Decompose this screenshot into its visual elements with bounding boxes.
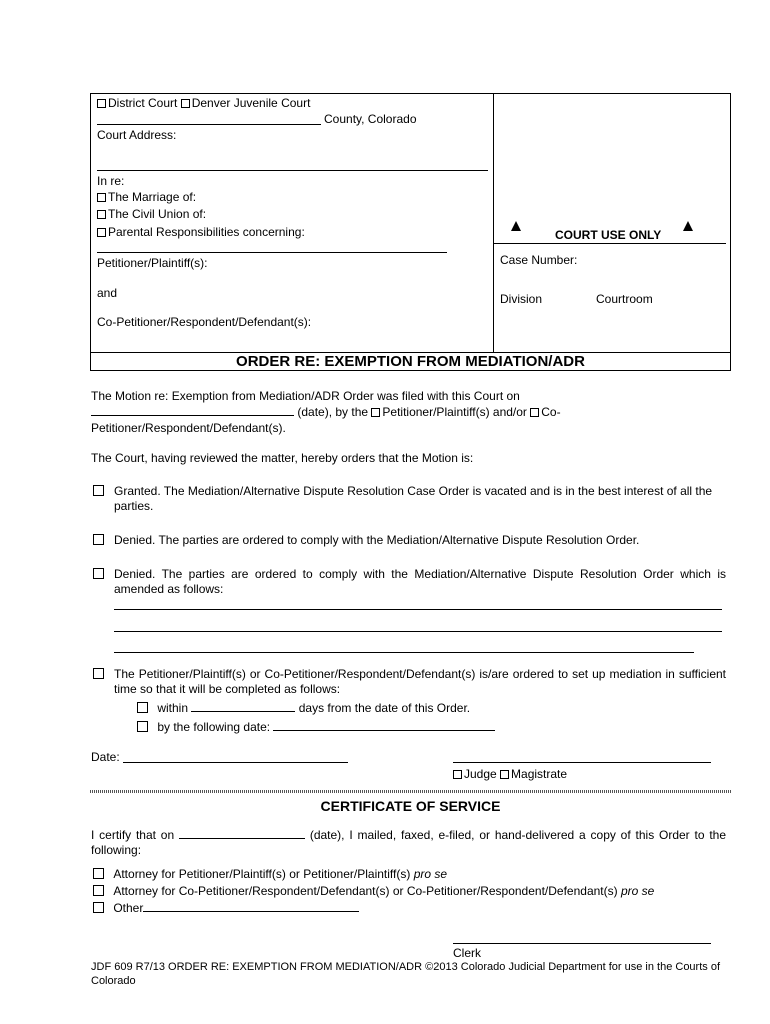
granted-text: Granted. The Mediation/Alternative Dispute Resolution Case Order is vacated and is in the best interest of all the parties.	[114, 484, 713, 513]
civil-union-label: The Civil Union of:	[108, 207, 207, 221]
district-court-label: District Court	[108, 96, 178, 110]
and-label: and	[97, 286, 118, 300]
other-label: Other	[113, 901, 144, 915]
by-date-row	[137, 720, 495, 734]
civil-union-row	[97, 207, 206, 221]
court-type-row	[97, 96, 310, 110]
by-date-checkbox[interactable]	[137, 721, 148, 732]
denied-checkbox[interactable]	[93, 533, 104, 547]
denver-juvenile-label: Denver Juvenile Court	[191, 96, 311, 110]
within-checkbox[interactable]	[137, 702, 148, 713]
within-row	[137, 701, 470, 715]
amended-line-3[interactable]	[114, 652, 694, 653]
section-divider	[90, 790, 731, 793]
certify-date-field[interactable]	[179, 828, 305, 839]
judge-label: Judge	[464, 767, 497, 781]
attorney-co-checkbox[interactable]	[93, 885, 104, 896]
magistrate-checkbox[interactable]	[500, 770, 509, 779]
judge-row	[453, 767, 567, 781]
motion-co-checkbox[interactable]	[530, 408, 539, 417]
courtroom-label: Courtroom	[596, 292, 653, 306]
denver-juvenile-checkbox[interactable]	[181, 99, 190, 108]
by-date-field[interactable]	[273, 720, 495, 731]
case-number-label: Case Number:	[500, 253, 578, 267]
within-days-field[interactable]	[191, 701, 295, 712]
court-use-only-label: COURT USE ONLY	[555, 228, 662, 242]
civil-union-checkbox[interactable]	[97, 210, 106, 219]
denied-text: Denied. The parties are ordered to comply with the Mediation/Alternative Dispute Resolution Order.	[114, 533, 640, 547]
marriage-row	[97, 190, 196, 204]
by-date-label: by the following date:	[157, 720, 271, 734]
certificate-text	[91, 828, 726, 858]
service-row-attorney-co	[93, 884, 654, 898]
other-field[interactable]	[143, 901, 359, 912]
court-orders-text: The Court, having reviewed the matter, hereby orders that the Motion is:	[91, 451, 474, 465]
court-address-label: Court Address:	[97, 128, 177, 142]
judge-checkbox[interactable]	[453, 770, 462, 779]
within-label: within	[157, 701, 189, 715]
motion-line-3: Petitioner/Respondent/Defendant(s).	[91, 421, 286, 435]
petitioner-label: Petitioner/Plaintiff(s):	[97, 256, 208, 270]
parties-field[interactable]	[97, 252, 447, 253]
date-label: Date:	[91, 750, 120, 764]
motion-line-1: The Motion re: Exemption from Mediation/ADR Order was filed with this Court on	[91, 389, 520, 403]
certify-on-label: I certify that on	[91, 828, 175, 842]
parental-row	[97, 225, 305, 239]
amended-line-2[interactable]	[114, 631, 722, 632]
attorney-co-pro-se: pro se	[620, 884, 655, 898]
motion-date-field[interactable]	[91, 405, 294, 416]
service-row-other	[93, 901, 359, 915]
attorney-pet-checkbox[interactable]	[93, 868, 104, 879]
setup-checkbox[interactable]	[93, 667, 104, 681]
clerk-signature-field[interactable]	[453, 943, 711, 944]
in-re-label: In re:	[97, 174, 125, 188]
page-title: ORDER RE: EXEMPTION FROM MEDIATION/ADR	[236, 353, 585, 370]
district-court-checkbox[interactable]	[97, 99, 106, 108]
judge-signature-field[interactable]	[453, 762, 711, 763]
magistrate-label: Magistrate	[511, 767, 568, 781]
motion-petitioner-label: Petitioner/Plaintiff(s) and/or	[382, 405, 527, 419]
service-row-attorney-pet	[93, 867, 447, 881]
denied-amended-checkbox[interactable]	[93, 567, 104, 581]
clerk-label: Clerk	[453, 946, 482, 960]
county-label: County, Colorado	[324, 112, 417, 126]
motion-petitioner-checkbox[interactable]	[371, 408, 380, 417]
other-checkbox[interactable]	[93, 902, 104, 913]
attorney-pet-label: Attorney for Petitioner/Plaintiff(s) or Petitioner/Plaintiff(s)	[113, 867, 411, 881]
setup-text: The Petitioner/Plaintiff(s) or Co-Petitioner/Respondent/Defendant(s) is/are ordered to set up mediation in sufficient time so that it will be completed as follows:	[114, 667, 726, 696]
attorney-co-label: Attorney for Co-Petitioner/Respondent/Defendant(s) or Co-Petitioner/Respondent/Defendant(s)	[113, 884, 618, 898]
denied-amended-text: Denied. The parties are ordered to comply with the Mediation/Alternative Dispute Resolution Order which is amended as follows:	[114, 567, 726, 596]
marriage-checkbox[interactable]	[97, 193, 106, 202]
arrow-up-left-icon	[511, 220, 521, 234]
parental-label: Parental Responsibilities concerning:	[108, 225, 305, 239]
attorney-pet-pro-se: pro se	[413, 867, 448, 881]
certify-rest-label: (date), I mailed, faxed, e-filed, or hand-delivered a copy of this Order to the following:	[91, 828, 727, 857]
division-label: Division	[500, 292, 543, 306]
marriage-label: The Marriage of:	[108, 190, 197, 204]
motion-co-label: Co-	[541, 405, 561, 419]
motion-date-by: (date), by the	[297, 405, 369, 419]
amended-line-1[interactable]	[114, 609, 722, 610]
arrow-up-right-icon	[683, 220, 693, 234]
certificate-title: CERTIFICATE OF SERVICE	[320, 798, 501, 814]
caption-divider	[493, 93, 494, 352]
county-field[interactable]	[97, 124, 321, 125]
date-field[interactable]	[123, 762, 348, 763]
footer-text: JDF 609 R7/13 ORDER RE: EXEMPTION FROM MEDIATION/ADR ©2013 Colorado Judicial Department for use in the Courts of Colorado	[91, 961, 720, 987]
days-from-label: days from the date of this Order.	[298, 701, 471, 715]
parental-checkbox[interactable]	[97, 228, 106, 237]
granted-checkbox[interactable]	[93, 484, 104, 498]
court-use-divider	[494, 243, 726, 244]
court-address-field[interactable]	[97, 170, 488, 171]
co-petitioner-label: Co-Petitioner/Respondent/Defendant(s):	[97, 315, 312, 329]
motion-line-2	[91, 405, 561, 419]
